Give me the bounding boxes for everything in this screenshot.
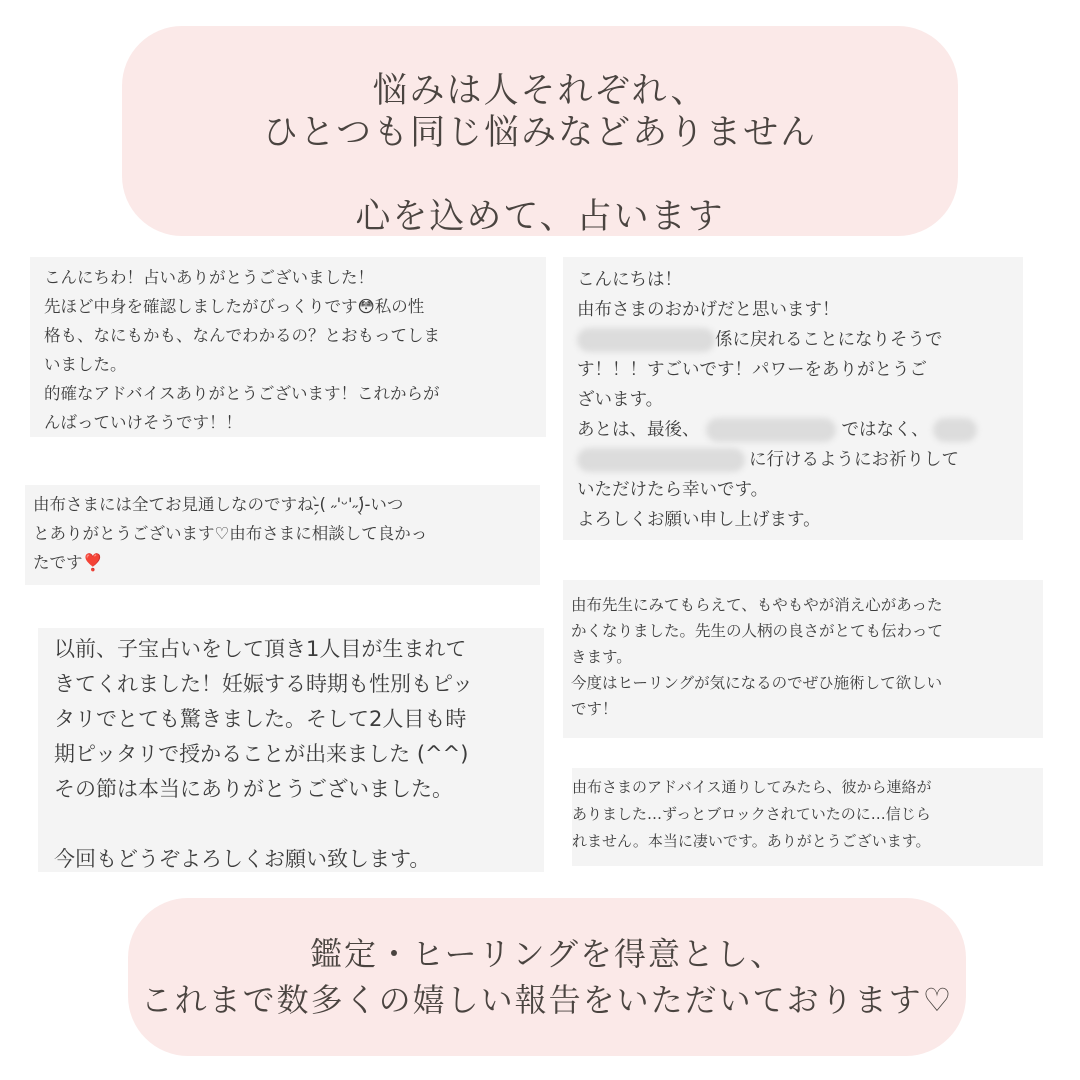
message-text: たです (33, 553, 83, 572)
message-text: ではなく、 (841, 420, 929, 440)
message-line: 由布先生にみてもらえて、もやもやが消え心があった (571, 596, 943, 614)
testimonial-message-1 (30, 257, 546, 437)
message-line: です！ (571, 700, 618, 718)
testimonial-message-2 (563, 257, 1023, 540)
testimonial-message-3 (25, 485, 540, 585)
heart-exclamation-icon: ❣️ (82, 553, 104, 572)
message-line (577, 445, 1023, 475)
message-line: れません。本当に凄いです。ありがとうございます。 (572, 832, 931, 850)
message-line: きてくれました！妊娠する時期も性別もピッ (54, 672, 474, 696)
message-line: んばっていけそうです！！ (44, 413, 242, 432)
message-line: かくなりました。先生の人柄の良さがとても伝わって (571, 622, 943, 640)
message-line (33, 548, 540, 577)
message-line: 今回もどうぞよろしくお願い致します。 (54, 847, 431, 871)
header-line-2: ひとつも同じ悩みなどありません (262, 113, 818, 153)
footer-line-2: これまで数多くの嬉しい報告をいただいております♡ (140, 981, 954, 1019)
message-line: 由布さまのアドバイス通りしてみたら、彼から連絡が (572, 778, 932, 796)
message-text: に行けるようにお祈りして (749, 450, 959, 470)
testimonial-message-5 (563, 580, 1043, 738)
message-line (54, 807, 544, 842)
message-line: こんにちわ！占いありがとうございました！ (44, 268, 374, 287)
testimonial-message-6 (572, 768, 1043, 866)
redacted-blur (577, 448, 745, 472)
message-text: 係に戻れることになりそうで (715, 330, 943, 350)
message-line: いただけたら幸いです。 (577, 480, 769, 500)
message-line: 先ほど中身を確認しましたがびっくりです😳私の性 (44, 297, 425, 316)
message-text: あとは、最後、 (577, 420, 700, 440)
message-line: 今度はヒーリングが気になるのでぜひ施術して欲しい (571, 674, 943, 692)
message-line: 格も、なにもかも、なんでわかるの？とおもってしま (44, 326, 440, 345)
message-line: 以前、子宝占いをして頂き1人目が生まれて (54, 637, 467, 661)
message-line (577, 415, 1023, 445)
message-line: ありました…ずっとブロックされていたのに…信じら (572, 805, 931, 823)
message-line: 由布さまには全てお見通しなのですね-̗̀( ˶'ᵕ'˶)̖́-いつ (33, 495, 404, 514)
message-line: す！！！すごいです！パワーをありがとうご (577, 360, 927, 380)
message-line: ざいます。 (577, 390, 664, 410)
message-line: よろしくお願い申し上げます。 (577, 510, 821, 530)
header-banner (122, 26, 958, 236)
redacted-blur (577, 328, 715, 352)
message-line (577, 325, 1023, 355)
footer-line-1: 鑑定・ヒーリングを得意とし、 (309, 935, 785, 973)
message-line: とありがとうございます♡由布さまに相談して良かっ (33, 524, 428, 543)
redacted-blur (933, 418, 977, 442)
header-line-1: 悩みは人それぞれ、 (372, 71, 708, 111)
message-line: 期ピッタリで授かることが出来ました (^^) (54, 742, 469, 766)
redacted-blur (706, 418, 836, 442)
message-line: その節は本当にありがとうございました。 (54, 777, 453, 801)
header-spacer (122, 154, 958, 196)
message-line: タリでとても驚きました。そして2人目も時 (54, 707, 467, 731)
message-line: こんにちは！ (577, 270, 682, 290)
testimonial-message-4 (38, 628, 544, 872)
footer-banner (128, 898, 966, 1056)
message-line: 由布さまのおかげだと思います！ (577, 300, 840, 320)
message-line: きます。 (571, 648, 632, 666)
message-line: 的確なアドバイスありがとうございます！これからが (44, 384, 440, 403)
message-line: いました。 (44, 355, 127, 374)
header-line-3: 心を込めて、占います (355, 197, 725, 237)
